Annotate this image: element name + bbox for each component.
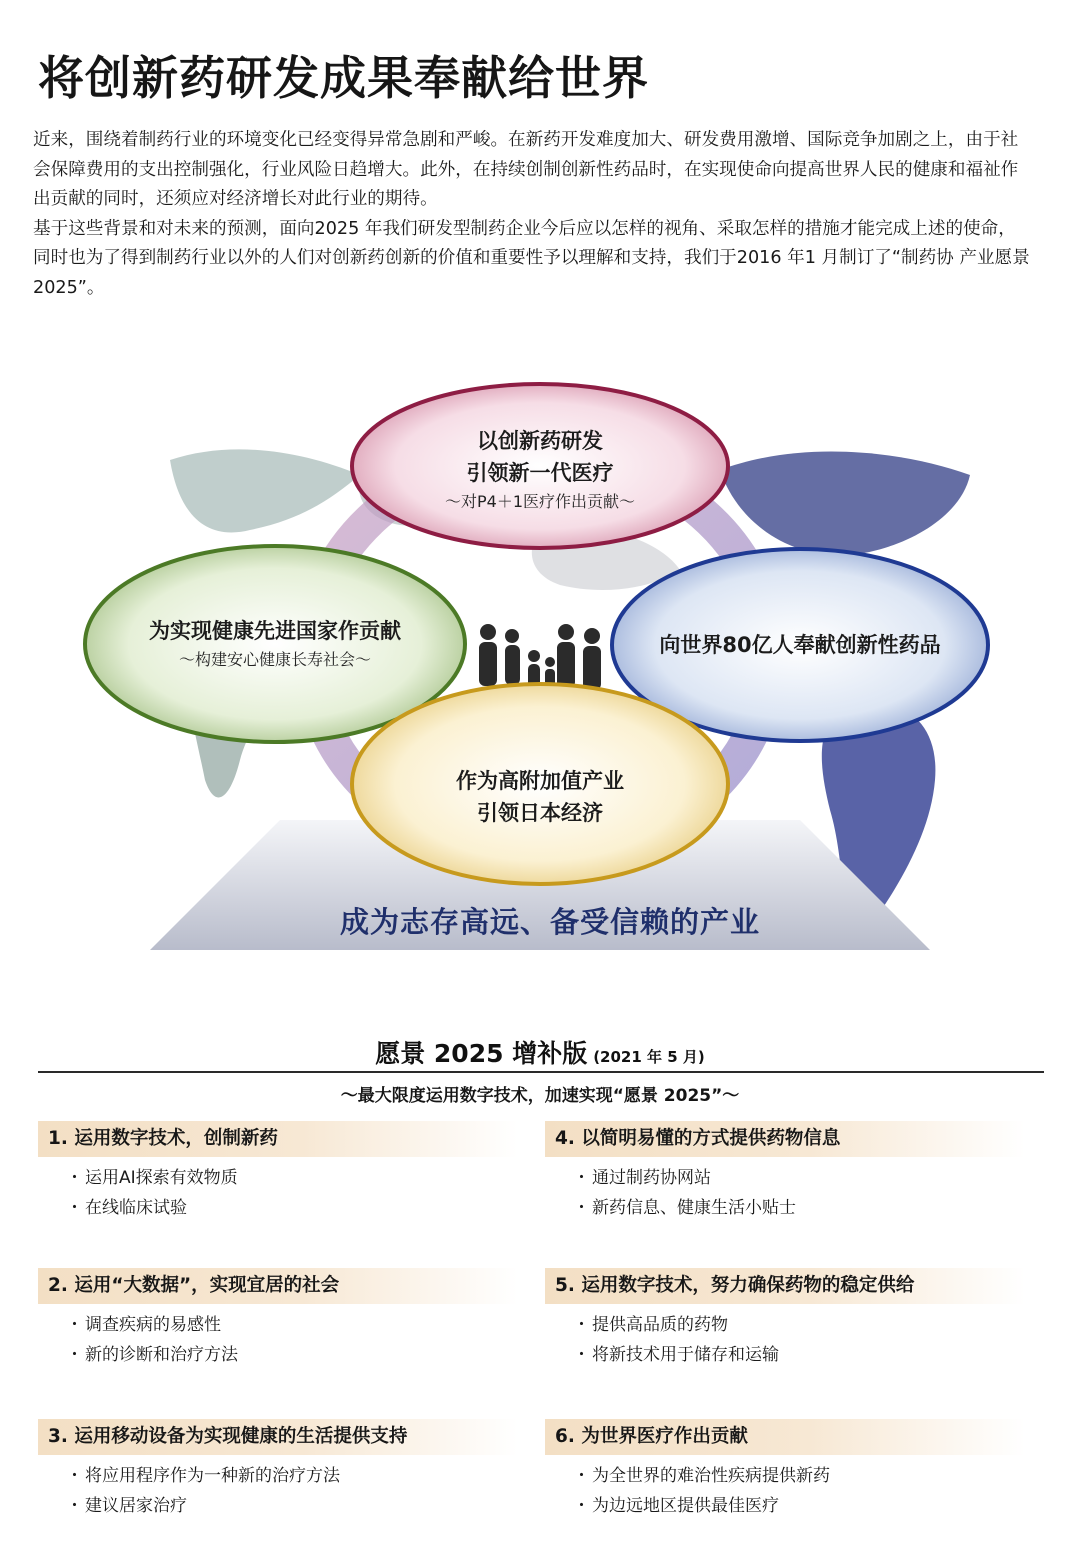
vision-title-text: 愿景 2025 增补版	[375, 1039, 588, 1068]
item-heading: 5. 运用数字技术，努力确保药物的稳定供给	[545, 1268, 1025, 1304]
item-bullet: ・ 运用AI探索有效物质	[66, 1163, 518, 1193]
vision-item-1	[38, 1121, 518, 1223]
divider	[38, 1071, 1044, 1073]
left-main: 为实现健康先进国家作贡献	[149, 619, 401, 643]
item-bullet: ・ 将新技术用于储存和运输	[573, 1340, 1025, 1370]
vision-diagram	[0, 380, 1080, 980]
item-heading: 4. 以简明易懂的方式提供药物信息	[545, 1121, 1025, 1157]
item-heading: 6. 为世界医疗作出贡献	[545, 1419, 1025, 1455]
family-silhouette-icon	[479, 624, 601, 690]
bottom-ellipse-text	[360, 762, 720, 832]
item-bullet: ・ 为全世界的难治性疾病提供新药	[573, 1461, 1025, 1491]
item-bullet: ・ 通过制药协网站	[573, 1163, 1025, 1193]
intro-text	[33, 126, 1033, 303]
intro-paragraph-2: 基于这些背景和对未来的预测，面向2025 年我们研发型制药企业今后应以怎样的视角、采取怎样的措施才能完成上述的使命，同时也为了得到制药行业以外的人们对创新药创新的价值和重要性予以理解和支持，我们于2016 年1 月制订了“制药协 产业愿景2025”。	[33, 218, 1030, 298]
item-bullet: ・ 建议居家治疗	[66, 1491, 518, 1521]
vision-item-5	[545, 1268, 1025, 1370]
item-bullet: ・ 调查疾病的易感性	[66, 1310, 518, 1340]
vision-item-6	[545, 1419, 1025, 1521]
right-main: 向世界80亿人奉献创新性药品	[659, 633, 941, 657]
top-line-1: 以创新药研发	[477, 429, 603, 453]
item-heading: 3. 运用移动设备为实现健康的生活提供支持	[38, 1419, 518, 1455]
left-ellipse-text	[95, 602, 455, 686]
vision-title	[0, 1034, 1080, 1070]
vision-date: (2021 年 5 月)	[593, 1048, 705, 1066]
top-subtitle: ～对P4＋1医疗作出贡献～	[444, 492, 635, 511]
top-line-2: 引领新一代医疗	[466, 461, 614, 485]
vision-item-4	[545, 1121, 1025, 1223]
bottom-line-1: 作为高附加值产业	[456, 769, 624, 793]
item-bullet: ・ 为边远地区提供最佳医疗	[573, 1491, 1025, 1521]
bottom-line-2: 引领日本经济	[477, 801, 603, 825]
page-title: 将创新药研发成果奉献给世界	[38, 51, 649, 105]
base-slogan: 成为志存高远、备受信赖的产业	[339, 905, 760, 939]
right-ellipse-text	[620, 620, 980, 670]
item-heading: 2. 运用“大数据”，实现宜居的社会	[38, 1268, 518, 1304]
vision-item-2	[38, 1268, 518, 1370]
item-heading: 1. 运用数字技术，创制新药	[38, 1121, 518, 1157]
item-bullet: ・ 在线临床试验	[66, 1193, 518, 1223]
item-bullet: ・ 新的诊断和治疗方法	[66, 1340, 518, 1370]
left-subtitle: ～构建安心健康长寿社会～	[178, 650, 371, 669]
item-bullet: ・ 新药信息、健康生活小贴士	[573, 1193, 1025, 1223]
item-bullet: ・ 将应用程序作为一种新的治疗方法	[66, 1461, 518, 1491]
top-ellipse-text	[360, 420, 720, 520]
intro-paragraph-1: 近来，围绕着制药行业的环境变化已经变得异常急剧和严峻。在新药开发难度加大、研发费用激增、国际竞争加剧之上，由于社会保障费用的支出控制强化，行业风险日趋增大。此外，在持续创制创新性药品时，在实现使命向提高世界人民的健康和福祉作出贡献的同时，还须应对经济增长对此行业的期待。	[33, 130, 1019, 209]
item-bullet: ・ 提供高品质的药物	[573, 1310, 1025, 1340]
vision-subtitle: ～最大限度运用数字技术，加速实现“愿景 2025”～	[340, 1086, 740, 1106]
vision-item-3	[38, 1419, 518, 1521]
